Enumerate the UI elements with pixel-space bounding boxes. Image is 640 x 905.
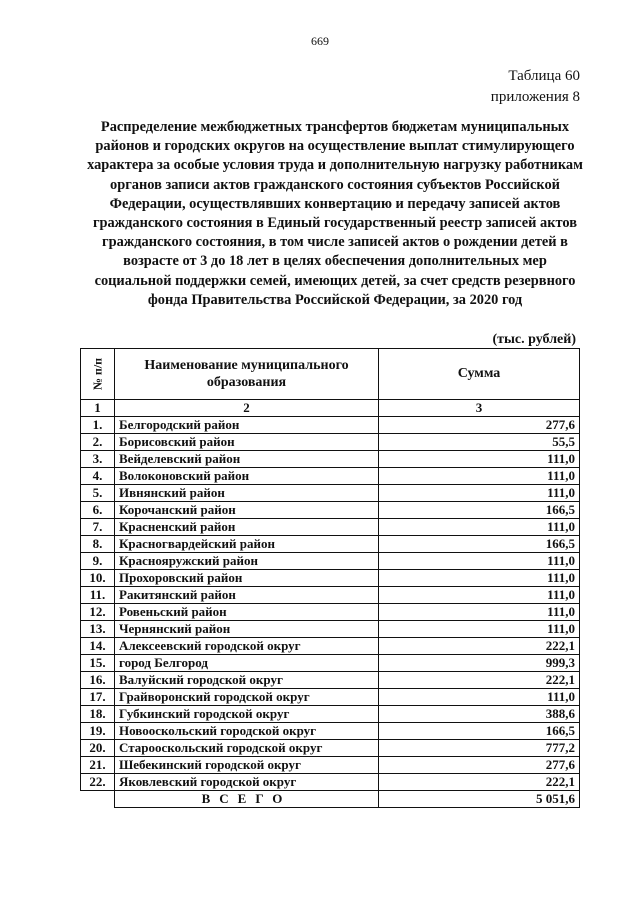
row-sum: 111,0 [379,570,580,587]
row-sum: 277,6 [379,757,580,774]
row-sum: 999,3 [379,655,580,672]
table-row [81,451,580,468]
table-row [81,519,580,536]
row-number: 12. [81,604,115,621]
row-sum: 55,5 [379,434,580,451]
row-number: 11. [81,587,115,604]
total-empty-cell [81,791,115,808]
row-number: 4. [81,468,115,485]
header-sum: Сумма [379,349,580,400]
row-name: Чернянский район [115,621,379,638]
table-row [81,587,580,604]
table-row [81,689,580,706]
row-sum: 111,0 [379,519,580,536]
table-row [81,621,580,638]
row-number: 21. [81,757,115,774]
document-title: Распределение межбюджетных трансфертов бюджетам муниципальных районов и городских округов на осуществление выплат стимулирующего характера за особые условия труда и дополнительную нагрузку работникам органов записи актов гражданского состояния субъектов Российской Федерации, осуществлявших конвертацию и передачу записей актов гражданского состояния в Единый государственный реестр записей актов гражданского состояния, в том числе записей актов о рождении детей в возрасте от 3 до 18 лет в целях обеспечения дополнительных мер социальной поддержки семей, имеющих детей, за счет средств резервного фонда Правительства Российской Федерации, за 2020 год [87,119,583,308]
row-number: 9. [81,553,115,570]
table-row [81,536,580,553]
total-sum: 5 051,6 [379,791,580,808]
row-number: 15. [81,655,115,672]
row-number: 17. [81,689,115,706]
row-number: 14. [81,638,115,655]
column-index-2: 2 [115,400,379,417]
row-number: 6. [81,502,115,519]
row-sum: 111,0 [379,621,580,638]
row-sum: 111,0 [379,553,580,570]
row-number: 13. [81,621,115,638]
table-row [81,485,580,502]
row-number: 20. [81,740,115,757]
row-number: 22. [81,774,115,791]
row-name: город Белгород [115,655,379,672]
row-number: 10. [81,570,115,587]
table-row [81,723,580,740]
row-name: Алексеевский городской округ [115,638,379,655]
row-name: Грайворонский городской округ [115,689,379,706]
units-label: (тыс. рублей) [492,332,576,347]
row-name: Ровеньский район [115,604,379,621]
table-row [81,553,580,570]
table-row [81,570,580,587]
table-caption [491,66,580,108]
row-name: Ракитянский район [115,587,379,604]
row-sum: 111,0 [379,451,580,468]
header-number-text: № п/п [90,357,105,391]
row-name: Волоконовский район [115,468,379,485]
row-sum: 388,6 [379,706,580,723]
row-name: Краснояружский район [115,553,379,570]
table-row [81,434,580,451]
row-sum: 166,5 [379,723,580,740]
row-name: Белгородский район [115,417,379,434]
row-sum: 111,0 [379,689,580,706]
row-sum: 111,0 [379,604,580,621]
row-number: 19. [81,723,115,740]
row-sum: 166,5 [379,536,580,553]
row-number: 5. [81,485,115,502]
row-name: Шебекинский городской округ [115,757,379,774]
table-row [81,740,580,757]
row-sum: 111,0 [379,468,580,485]
row-sum: 277,6 [379,417,580,434]
row-name: Борисовский район [115,434,379,451]
row-name: Красненский район [115,519,379,536]
table-row [81,774,580,791]
header-number [81,349,115,400]
column-index-row [81,400,580,417]
table-row [81,655,580,672]
row-sum: 222,1 [379,672,580,689]
header-name: Наименование муниципального образования [115,349,379,400]
row-name: Валуйский городской округ [115,672,379,689]
row-name: Старооскольский городской округ [115,740,379,757]
row-name: Корочанский район [115,502,379,519]
row-sum: 166,5 [379,502,580,519]
table-row [81,502,580,519]
table-caption-line2: приложения 8 [490,89,580,105]
table-row [81,672,580,689]
table-header-row [81,349,580,400]
row-name: Красногвардейский район [115,536,379,553]
row-name: Ивнянский район [115,485,379,502]
table-body [81,417,580,791]
row-number: 2. [81,434,115,451]
row-number: 7. [81,519,115,536]
table-row [81,468,580,485]
row-sum: 222,1 [379,774,580,791]
table-row [81,638,580,655]
row-name: Новооскольский городской округ [115,723,379,740]
table-row [81,757,580,774]
table-row [81,706,580,723]
row-name: Яковлевский городской округ [115,774,379,791]
row-number: 3. [81,451,115,468]
row-sum: 222,1 [379,638,580,655]
row-name: Прохоровский район [115,570,379,587]
transfers-table [80,348,580,808]
total-row [81,791,580,808]
row-number: 16. [81,672,115,689]
table-row [81,417,580,434]
total-label: ВСЕГО [115,791,379,808]
column-index-1: 1 [81,400,115,417]
row-name: Вейделевский район [115,451,379,468]
row-sum: 111,0 [379,485,580,502]
row-sum: 111,0 [379,587,580,604]
row-number: 8. [81,536,115,553]
table-row [81,604,580,621]
row-number: 18. [81,706,115,723]
row-sum: 777,2 [379,740,580,757]
page-number: 669 [311,34,329,48]
row-number: 1. [81,417,115,434]
row-name: Губкинский городской округ [115,706,379,723]
column-index-3: 3 [379,400,580,417]
table-caption-line1: Таблица 60 [508,68,580,84]
